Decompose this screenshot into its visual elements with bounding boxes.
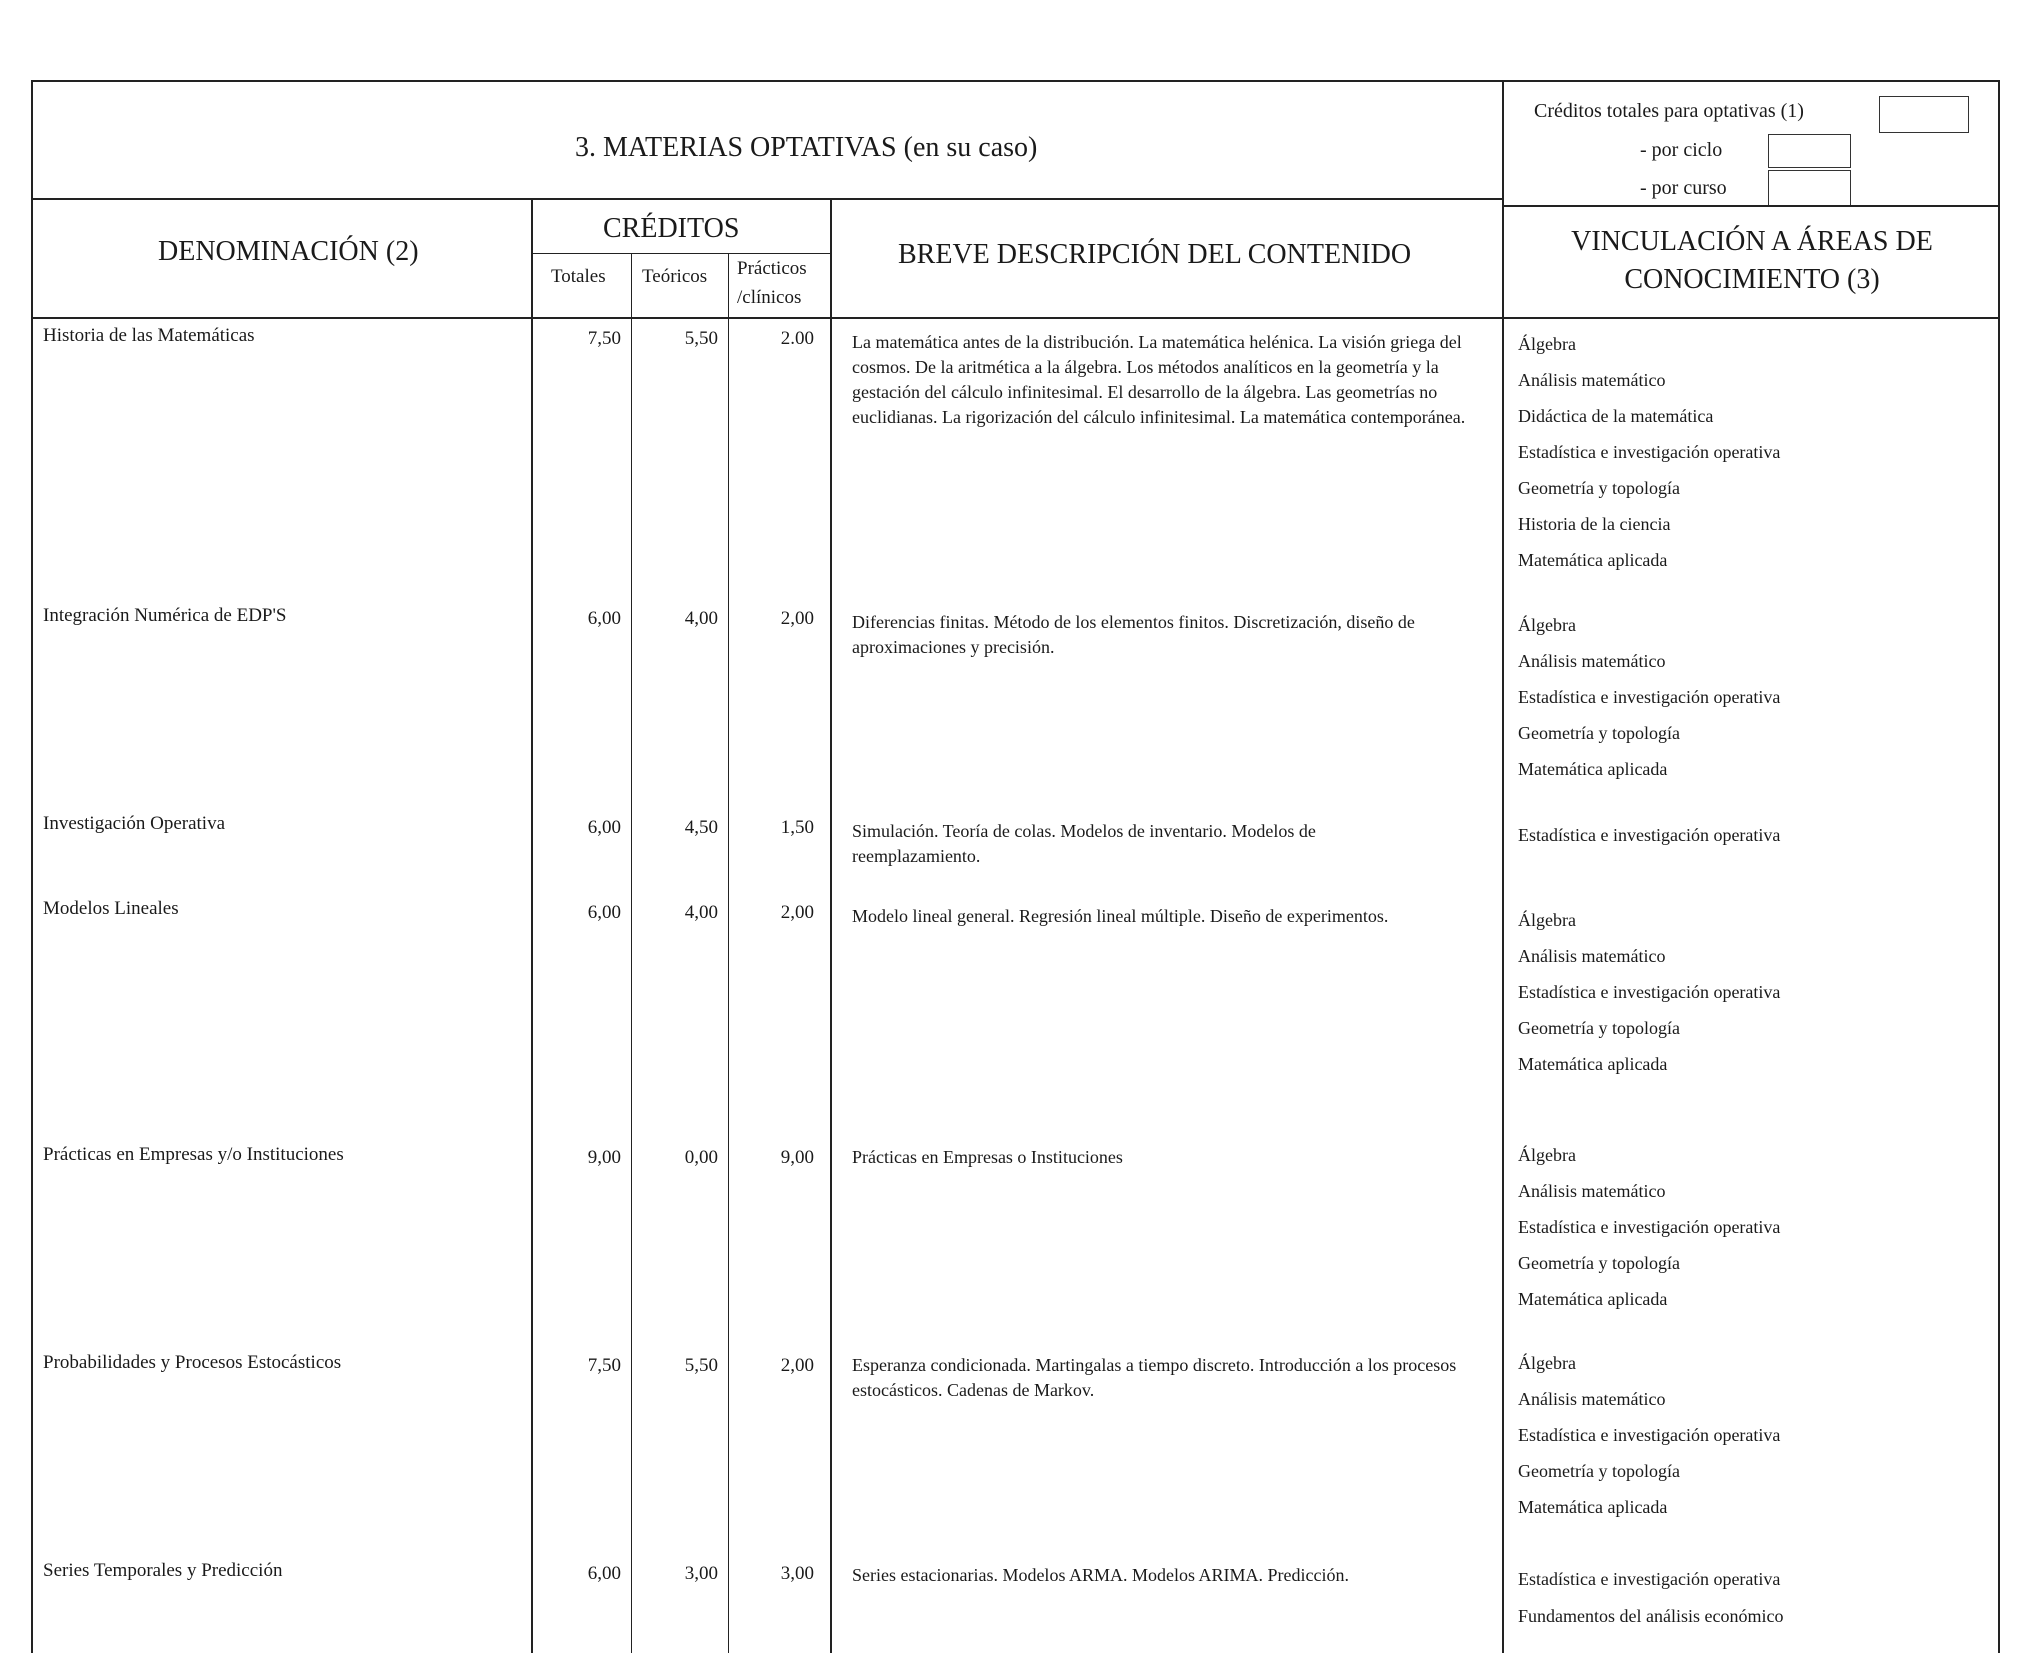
header-divider: [31, 198, 1504, 200]
row-description: Prácticas en Empresas o Instituciones: [852, 1147, 1123, 1167]
area-item: Historia de la ciencia: [1518, 514, 1671, 534]
area-item: Fundamentos del análisis económico: [1518, 1606, 1784, 1626]
area-item: Geometría y topología: [1518, 723, 1680, 743]
col-header-totales-label: Totales: [551, 266, 606, 287]
col-header-vinculacion-1: VINCULACIÓN A ÁREAS DE: [1571, 226, 1933, 257]
por-ciclo-label: - por ciclo: [1640, 139, 1723, 161]
area-item: Análisis matemático: [1518, 651, 1666, 671]
row-teoricos: 5,50: [684, 328, 718, 349]
area-item: Estadística e investigación operativa: [1518, 687, 1781, 707]
row-areas: [1518, 817, 1780, 853]
col-header-clinicos: /clínicos: [737, 287, 802, 308]
creditos-totales-label: Créditos totales para optativas (1): [1534, 100, 1804, 122]
area-item: Geometría y topología: [1518, 478, 1680, 498]
row-totales: 6,00: [587, 817, 621, 838]
area-item: Geometría y topología: [1518, 1461, 1680, 1481]
row-totales: 6,00: [587, 608, 621, 629]
row-name: Prácticas en Empresas y/o Instituciones: [43, 1144, 344, 1165]
area-item: Álgebra: [1518, 334, 1576, 354]
row-totales: 7,50: [587, 1355, 621, 1376]
area-item: Estadística e investigación operativa: [1518, 1569, 1781, 1589]
row-teoricos: 3,00: [684, 1563, 718, 1584]
col-divider-name: [531, 198, 533, 1653]
row-teoricos: 4,00: [684, 902, 718, 923]
row-teoricos: 5,50: [684, 1355, 718, 1376]
row-name: Integración Numérica de EDP'S: [43, 605, 287, 626]
por-curso-label: - por curso: [1640, 177, 1727, 199]
area-item: Análisis matemático: [1518, 370, 1666, 390]
row-name: Investigación Operativa: [43, 813, 226, 834]
row-description: La matemática antes de la distribución. La matemática helénica. La visión griega del cosmos. De la aritmética a la álgebra. Los métodos analíticos en la geometría y la gestación del cálculo infinitesimal. El desarrollo de la álgebra. Las geometrías no euclidianas. La rigorización del cálculo infinitesimal. La matemática contemporánea.: [852, 332, 1466, 427]
creditos-divider: [531, 253, 831, 254]
col-divider-desc: [1502, 80, 1504, 1653]
col-header-teoricos: Teóricos: [642, 266, 708, 287]
area-item: Matemática aplicada: [1518, 1054, 1668, 1074]
row-areas: [1518, 1137, 1780, 1317]
row-practicos: 1,50: [780, 817, 814, 838]
row-teoricos: 4,50: [684, 817, 718, 838]
area-item: Matemática aplicada: [1518, 1497, 1668, 1517]
row-teoricos: 4,00: [684, 608, 718, 629]
area-item: Matemática aplicada: [1518, 759, 1668, 779]
row-description: Series estacionarias. Modelos ARMA. Modelos ARIMA. Predicción.: [852, 1565, 1349, 1585]
area-item: Álgebra: [1518, 615, 1576, 635]
row-practicos: 2,00: [780, 1355, 814, 1376]
creditos-totales-input[interactable]: [1879, 96, 1969, 133]
area-item: Estadística e investigación operativa: [1518, 1425, 1781, 1445]
row-areas: [1518, 902, 1780, 1082]
area-item: Álgebra: [1518, 1145, 1576, 1165]
col-header-vinculacion-2: CONOCIMIENTO (3): [1624, 264, 1880, 295]
area-item: Análisis matemático: [1518, 946, 1666, 966]
area-item: Álgebra: [1518, 1353, 1576, 1373]
col-header-descripcion: BREVE DESCRIPCIÓN DEL CONTENIDO: [898, 239, 1412, 270]
row-totales: 7,50: [587, 328, 621, 349]
area-item: Estadística e investigación operativa: [1518, 442, 1781, 462]
area-item: Matemática aplicada: [1518, 550, 1668, 570]
area-item: Estadística e investigación operativa: [1518, 982, 1781, 1002]
col-divider-totales: [631, 253, 632, 1653]
area-item: Análisis matemático: [1518, 1181, 1666, 1201]
area-item: Álgebra: [1518, 910, 1576, 930]
area-item: Geometría y topología: [1518, 1253, 1680, 1273]
row-description: Modelo lineal general. Regresión lineal múltiple. Diseño de experimentos.: [852, 906, 1389, 926]
por-curso-input[interactable]: [1768, 170, 1851, 205]
row-practicos: 9,00: [780, 1147, 814, 1168]
row-practicos: 2,00: [780, 902, 814, 923]
area-item: Didáctica de la matemática: [1518, 406, 1714, 426]
row-practicos: 2.00: [780, 328, 814, 349]
row-totales: 6,00: [587, 902, 621, 923]
row-areas: [1518, 326, 1780, 578]
row-name: Historia de las Matemáticas: [43, 325, 255, 346]
column-header-bottom: [31, 317, 2000, 319]
row-name: Series Temporales y Predicción: [43, 1560, 283, 1581]
col-divider-practicos: [830, 198, 832, 1653]
row-areas: [1518, 1345, 1780, 1525]
col-header-denominacion: DENOMINACIÓN (2): [158, 236, 419, 267]
area-item: Estadística e investigación operativa: [1518, 1217, 1781, 1237]
row-areas: [1518, 1561, 1783, 1635]
row-practicos: 2,00: [780, 608, 814, 629]
row-areas: [1518, 607, 1780, 787]
area-item: Estadística e investigación operativa: [1518, 825, 1781, 845]
row-totales: 6,00: [587, 1563, 621, 1584]
col-header-creditos: CRÉDITOS: [603, 213, 740, 244]
area-item: Matemática aplicada: [1518, 1289, 1668, 1309]
row-practicos: 3,00: [780, 1563, 814, 1584]
col-header-practicos: Prácticos: [737, 258, 807, 279]
area-item: Análisis matemático: [1518, 1389, 1666, 1409]
col-divider-teoricos: [728, 253, 729, 1653]
row-description: Diferencias finitas. Método de los elementos finitos. Discretización, diseño de aproximaciones y precisión.: [852, 612, 1415, 657]
header-divider-right: [1504, 205, 2000, 207]
row-teoricos: 0,00: [684, 1147, 718, 1168]
row-name: Probabilidades y Procesos Estocásticos: [43, 1352, 342, 1373]
row-totales: 9,00: [587, 1147, 621, 1168]
row-description: Esperanza condicionada. Martingalas a tiempo discreto. Introducción a los procesos estocásticos. Cadenas de Markov.: [852, 1355, 1457, 1400]
section-title: 3. MATERIAS OPTATIVAS (en su caso): [575, 132, 1038, 163]
row-name: Modelos Lineales: [43, 898, 179, 919]
area-item: Geometría y topología: [1518, 1018, 1680, 1038]
row-description: Simulación. Teoría de colas. Modelos de inventario. Modelos de reemplazamiento.: [852, 821, 1316, 866]
por-ciclo-input[interactable]: [1768, 134, 1851, 168]
